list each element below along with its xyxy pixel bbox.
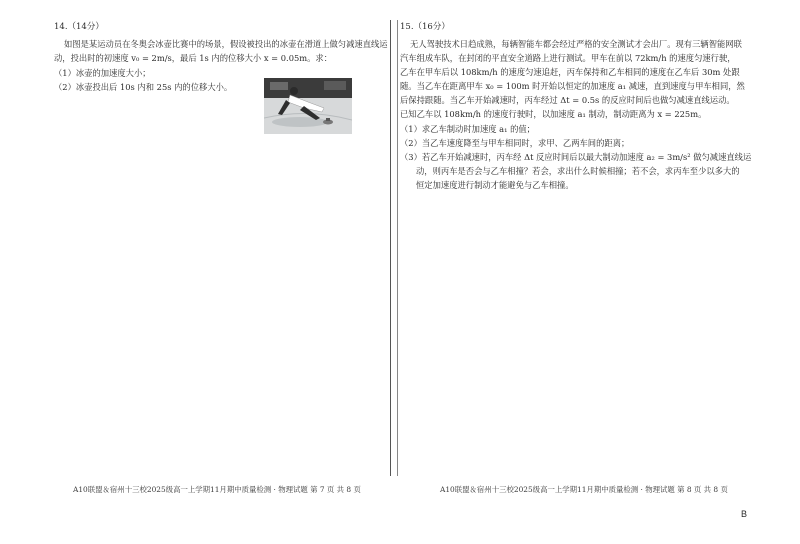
question-14-sub-1: （1）冰壶的加速度大小；: [54, 68, 151, 78]
question-15-sub-3-line-2: 动，则丙车是否会与乙车相撞？若会，求出什么时候相撞；若不会，求丙车至少以多大的: [416, 166, 740, 176]
question-15-stem-line-5: 后保持跟随。当乙车开始减速时，丙车经过 Δt = 0.5s 的反应时间后也做匀减速直线运动。: [400, 95, 735, 105]
question-15-stem-line-1: 无人驾驶技术日趋成熟，每辆智能车都会经过严格的安全测试才会出厂。现有三辆智能网联: [410, 39, 742, 49]
question-14-number: 14.（14分）: [54, 22, 104, 32]
page-8-footer: A10联盟＆宿州十三校2025级高一上学期11月期中质量检测 · 物理试题 第 8 页 共 8 页: [440, 485, 728, 494]
question-15-stem-line-6: 已知乙车以 108km/h 的速度行驶时，以加速度 a₁ 制动，制动距离为 x = 225m。: [400, 109, 707, 119]
question-14-sub-2: （2）冰壶投出后 10s 内和 25s 内的位移大小。: [54, 82, 233, 92]
question-15-sub-3-line-1: （3）若乙车开始减速时，丙车经 Δt 反应时间后以最大制动加速度 a₂ = 3m/s² 做匀减速直线运: [400, 152, 752, 162]
page-divider: [390, 20, 398, 476]
question-15-number: 15.（16分）: [400, 22, 450, 32]
corner-mark: B: [741, 509, 748, 519]
question-15-stem-line-2: 汽车组成车队，在封闭的平直安全道路上进行测试。甲车在前以 72km/h 的速度匀速行驶，: [400, 53, 736, 63]
exam-page-7: [0, 0, 392, 544]
question-14-stem-line-2: 动，投出时的初速度 v₀ = 2m/s，最后 1s 内的位移大小 x = 0.05m。求：: [54, 53, 333, 63]
exam-page-8: [400, 0, 800, 544]
question-15-stem-line-4: 随。当乙车在距离甲车 x₀ = 100m 时开始以恒定的加速度 a₁ 减速，直到速度与甲车相同，然: [400, 81, 745, 91]
question-15-sub-3-line-3: 恒定加速度进行制动才能避免与乙车相撞。: [416, 180, 574, 190]
question-15-sub-1: （1）求乙车制动时加速度 a₁ 的值；: [400, 124, 535, 134]
question-15-stem-line-3: 乙车在甲车后以 108km/h 的速度匀速追赶，丙车保持和乙车相同的速度在乙车后 30m 处跟: [400, 67, 740, 77]
question-15-sub-2: （2）当乙车速度降至与甲车相同时，求甲、乙两车间的距离；: [400, 138, 630, 148]
page-7-footer: A10联盟＆宿州十三校2025级高一上学期11月期中质量检测 · 物理试题 第 7 页 共 8 页: [73, 485, 361, 494]
curling-athlete-photo: [264, 78, 352, 134]
question-14-stem-line-1: 如图是某运动员在冬奥会冰壶比赛中的场景，假设被投出的冰壶在滑道上做匀减速直线运: [64, 39, 388, 49]
